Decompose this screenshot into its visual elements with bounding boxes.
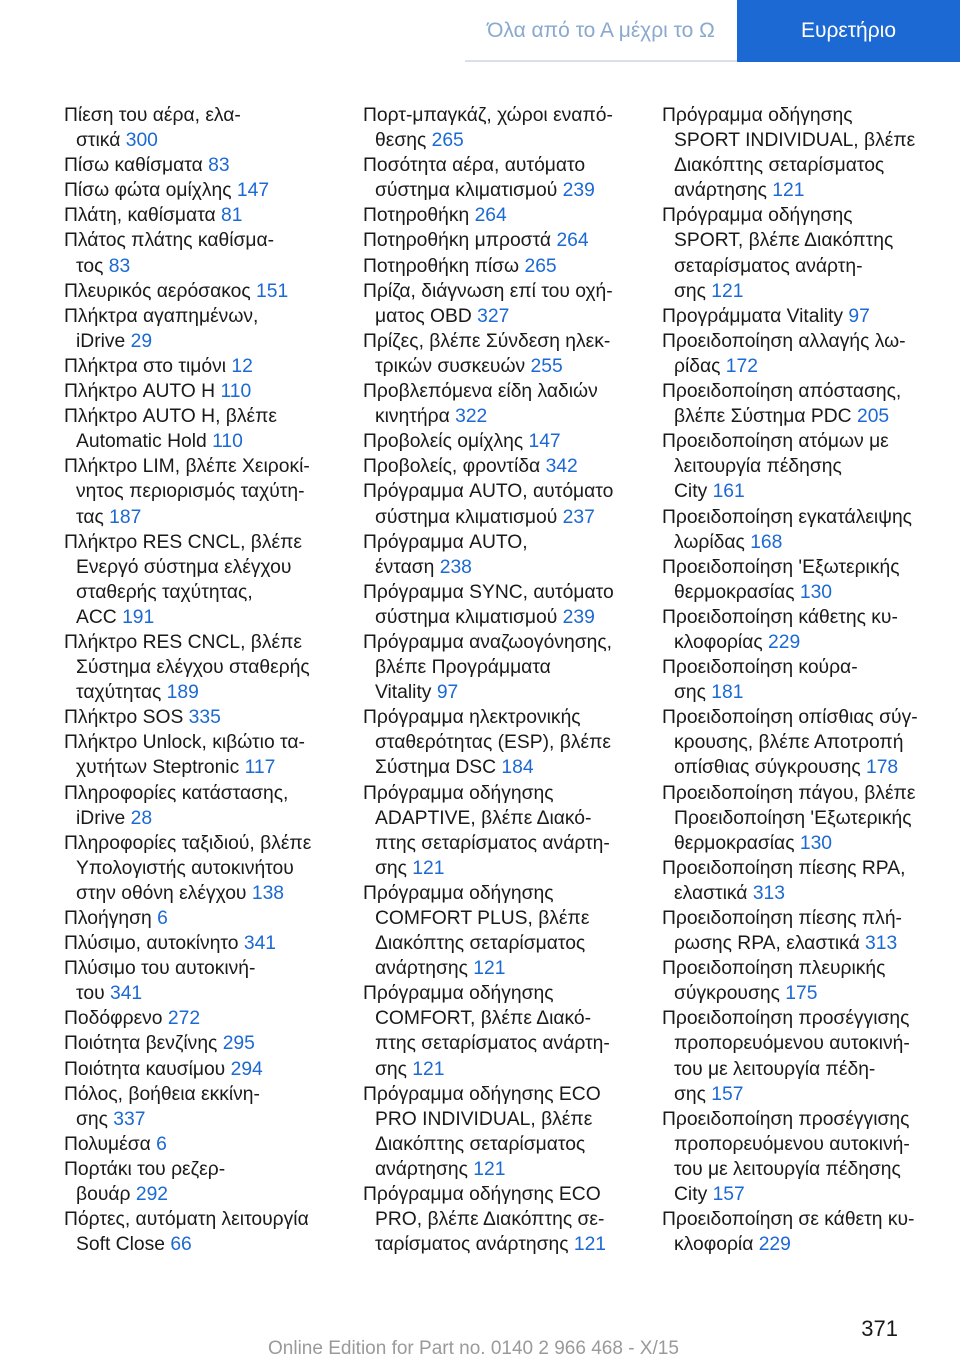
page-link[interactable]: 187	[109, 506, 142, 528]
index-entry-text: SPORT, βλέπε Διακόπτης	[674, 230, 894, 252]
index-entry	[363, 630, 645, 705]
page-link[interactable]: 184	[501, 757, 534, 779]
index-entry-text: σης	[375, 1058, 407, 1080]
index-entry-text: Πόρτες, αυτόματη λειτουργία	[64, 1209, 309, 1231]
index-entry-text: Πόλος, βοήθεια εκκίνη-	[64, 1083, 260, 1105]
index-entry-text: Προβλεπόμενα είδη λαδιών	[363, 381, 598, 403]
index-entry-text: Πίεση του αέρα, ελα-	[64, 105, 241, 126]
page-link[interactable]: 294	[230, 1058, 263, 1080]
page-link[interactable]: 66	[170, 1234, 192, 1256]
index-entry	[363, 580, 645, 630]
page-link[interactable]: 110	[212, 431, 243, 453]
index-entry-text: πτης σεταρίσματος ανάρτη-	[375, 1033, 610, 1055]
index-entry-text: ρίδας	[674, 355, 721, 377]
page-link[interactable]: 147	[528, 431, 561, 453]
index-entry-text: ελαστικά	[674, 882, 748, 904]
page-link[interactable]: 181	[711, 682, 744, 704]
index-entry	[363, 881, 645, 981]
index-entry	[64, 1207, 346, 1257]
index-entry-text: Πορτ-μπαγκάζ, χώροι εναπό-	[363, 105, 613, 126]
page-link[interactable]: 341	[243, 933, 277, 955]
index-entry-text: κρουσης, βλέπε Αποτροπή	[674, 732, 904, 754]
index-entry-text: πτης σεταρίσματος ανάρτη-	[375, 832, 610, 854]
page-link[interactable]: 147	[236, 180, 270, 202]
page-link[interactable]: 189	[166, 682, 199, 704]
index-entry-text: κλοφορίας	[674, 631, 763, 653]
page-link[interactable]: 265	[524, 255, 557, 277]
page-link[interactable]: 6	[156, 1133, 167, 1155]
index-entry	[363, 705, 645, 780]
index-entry	[662, 655, 944, 705]
index-entry-text: θερμοκρασίας	[674, 581, 795, 603]
index-entry	[64, 103, 346, 153]
index-entry-text: Πλύσιμο του αυτοκινή-	[64, 958, 256, 980]
index-entry-text: Ενεργό σύστημα ελέγχου	[76, 556, 292, 578]
index-column-3	[662, 103, 944, 1257]
index-entry-text: Πολυμέσα	[64, 1133, 151, 1155]
index-entry	[64, 178, 346, 203]
page-link[interactable]: 237	[562, 506, 595, 528]
index-entry-text: ανάρτησης	[375, 958, 468, 980]
index-entry	[363, 279, 645, 329]
page-link[interactable]: 300	[125, 130, 158, 152]
index-entry-text: τρικών συσκευών	[375, 355, 526, 377]
index-entry-text: Σύστημα DSC	[375, 757, 497, 779]
index-entry-text: του με λειτουργία πέδη-	[674, 1058, 876, 1080]
index-entry-text: κλοφορία	[674, 1234, 754, 1256]
page-link[interactable]: 295	[222, 1033, 255, 1055]
index-entry-text: Προειδοποίηση πάγου, βλέπε	[662, 782, 916, 804]
index-entry-text: Πλευρικός αερόσακος	[64, 280, 251, 302]
index-entry-text: Πλήκτρα αγαπημένων,	[64, 305, 259, 327]
index-entry-text: Προειδοποίηση κούρα-	[662, 657, 858, 679]
index-entry-text: του	[76, 983, 105, 1005]
index-entry-text: Προειδοποίηση πίεσης RPA,	[662, 857, 906, 879]
index-entry	[64, 956, 346, 1006]
index-entry-text: PRO, βλέπε Διακόπτης σε-	[375, 1209, 605, 1231]
index-entry-text: Ποδόφρενο	[64, 1008, 163, 1030]
index-entry-text: Ποιότητα καυσίμου	[64, 1058, 226, 1080]
breadcrumb-underline	[465, 60, 737, 62]
index-entry-text: City	[674, 1184, 708, 1206]
page-link[interactable]: 157	[712, 1184, 745, 1206]
page-link[interactable]: 239	[562, 180, 595, 202]
breadcrumb[interactable]: Όλα από το Α μέχρι το Ω	[465, 0, 737, 62]
index-entry-text: στην οθόνη ελέγχου	[76, 882, 247, 904]
index-entry-text: σης	[674, 280, 706, 302]
index-entry-text: Πρίζα, διάγνωση επί του οχή-	[363, 280, 613, 302]
page-link[interactable]: 121	[412, 1058, 445, 1080]
index-entry	[64, 404, 346, 454]
index-entry	[662, 856, 944, 906]
page-link[interactable]: 255	[530, 355, 563, 377]
index-entry-text: Ποτηροθήκη	[363, 205, 470, 227]
index-entry-text: βλέπε Σύστημα PDC	[674, 406, 852, 428]
index-entry-text: λειτουργία πέδησης	[674, 456, 842, 478]
index-entry-text: Προειδοποίηση αλλαγής λω-	[662, 330, 906, 352]
index-entry-text: λωρίδας	[674, 531, 745, 553]
index-entry	[662, 1207, 944, 1257]
index-entry-text: σταθερής ταχύτητας,	[76, 581, 253, 603]
page-link[interactable]: 172	[725, 355, 758, 377]
index-entry-text: σύστημα κλιματισμού	[375, 180, 558, 202]
index-entry-text: θεσης	[375, 130, 427, 152]
index-entry	[662, 906, 944, 956]
index-entry-text: Πίσω καθίσματα	[64, 155, 203, 177]
index-entry-text: Πλάτος πλάτης καθίσμα-	[64, 230, 275, 252]
page-link[interactable]: 130	[799, 581, 833, 603]
index-entry-text: βλέπε Προγράμματα	[375, 657, 551, 679]
index-entry-text: Πλύσιμο, αυτοκίνητο	[64, 933, 239, 955]
index-entry-text: Πλήκτρο Unlock, κιβώτιο τα-	[64, 732, 305, 754]
index-entry	[363, 454, 645, 479]
index-entry-text: Πρόγραμμα οδήγησης	[363, 882, 554, 904]
index-entry	[662, 429, 944, 504]
index-entry	[363, 781, 645, 881]
index-entry-text: ρωσης RPA, ελαστικά	[674, 933, 860, 955]
page-link[interactable]: 121	[473, 1158, 506, 1180]
index-entry	[363, 1182, 645, 1257]
index-entry-text: Πρόγραμμα αναζωογόνησης,	[363, 631, 613, 653]
index-entry-text: νητος περιορισμός ταχύτη-	[76, 481, 305, 503]
index-entry-text: Πληροφορίες ταξιδιού, βλέπε	[64, 832, 312, 854]
index-entry-text: Προειδοποίηση 'Εξωτερικής	[662, 556, 900, 578]
index-entry-text: ανάρτησης	[674, 180, 767, 202]
index-entry-text: σης	[674, 682, 706, 704]
index-entry-text: Προειδοποίηση προσέγγισης	[662, 1008, 910, 1030]
index-entry	[363, 153, 645, 203]
page-link[interactable]: 191	[122, 606, 155, 628]
index-entry-text: Πρόγραμμα οδήγησης	[662, 205, 853, 227]
index-entry-text: Soft Close	[76, 1234, 165, 1256]
index-entry	[64, 153, 346, 178]
index-entry-text: Πλήκτρο LIM, βλέπε Χειροκί-	[64, 456, 310, 478]
page-link[interactable]: 12	[231, 355, 253, 377]
index-entry	[363, 379, 645, 429]
index-entry	[64, 354, 346, 379]
index-entry-text: ADAPTIVE, βλέπε Διακό-	[375, 807, 592, 829]
index-entry-text: Πλήκτρα στο τιμόνι	[64, 355, 226, 377]
index-entry-text: Ποτηροθήκη πίσω	[363, 255, 520, 277]
index-entry-text: σταθερότητας (ESP), βλέπε	[375, 732, 611, 754]
index-entry	[662, 705, 944, 780]
index-entry-text: COMFORT PLUS, βλέπε	[375, 908, 590, 929]
index-entry-text: Πλήκτρο SOS	[64, 707, 184, 729]
index-entry-text: Πλήκτρο AUTO H	[64, 381, 216, 403]
index-entry-text: Διακόπτης σεταρίσματος	[375, 933, 586, 955]
index-entry-text: τος	[76, 255, 104, 277]
index-entry-text: Πρόγραμμα οδήγησης	[363, 983, 554, 1005]
index-entry	[363, 203, 645, 228]
index-entry-text: Πληροφορίες κατάστασης,	[64, 782, 289, 804]
index-entry-text: τας	[76, 506, 104, 528]
index-entry	[662, 203, 944, 303]
page-link[interactable]: 138	[251, 882, 285, 904]
index-entry-text: σης	[674, 1083, 706, 1105]
index-entry-text: Πίσω φώτα ομίχλης	[64, 180, 232, 202]
index-entry-text: Πρόγραμμα οδήγησης ECO	[363, 1083, 601, 1105]
index-entry-text: Πορτάκι του ρεζερ-	[64, 1158, 226, 1180]
index-entry	[64, 454, 346, 529]
index-entry-text: Προβολείς ομίχλης	[363, 431, 524, 453]
index-entry-text: Προειδοποίηση προσέγγισης	[662, 1108, 910, 1130]
page-link[interactable]: 238	[439, 556, 472, 578]
page-number: 371	[861, 1316, 898, 1341]
index-entry	[64, 1132, 346, 1157]
index-entry	[363, 103, 645, 153]
index-entry-text: στικά	[76, 130, 121, 152]
index-entry-text: κινητήρα	[375, 406, 450, 428]
index-entry	[363, 1082, 645, 1182]
index-entry	[64, 1006, 346, 1031]
index-entry-text: Προειδοποίηση σε κάθετη κυ-	[662, 1209, 915, 1231]
index-entry-text: Πλήκτρο AUTO H, βλέπε	[64, 406, 278, 428]
index-entry-text: PRO INDIVIDUAL, βλέπε	[375, 1108, 593, 1130]
page-link[interactable]: 83	[208, 155, 230, 177]
index-entry-text: iDrive	[76, 807, 126, 829]
index-entry	[662, 781, 944, 856]
index-entry-text: Πρόγραμμα AUTO, αυτόματο	[363, 481, 614, 503]
index-entry	[662, 956, 944, 1006]
index-entry	[64, 1157, 346, 1207]
page-link[interactable]: 28	[130, 807, 153, 829]
page-link[interactable]: 157	[711, 1083, 744, 1105]
page-link[interactable]: 161	[712, 481, 745, 503]
index-entry-text: ματος OBD	[375, 305, 472, 327]
index-entry-text: ACC	[76, 606, 117, 628]
page-link[interactable]: 239	[562, 606, 595, 628]
index-entry-text: σύγκρουσης	[674, 983, 780, 1005]
index-entry	[662, 1006, 944, 1106]
page-header	[0, 0, 960, 62]
page-link[interactable]: 322	[455, 406, 488, 428]
index-entry-text: Πρίζες, βλέπε Σύνδεση ηλεκ-	[363, 330, 611, 352]
index-entry-text: σύστημα κλιματισμού	[375, 506, 558, 528]
index-entry-text: Προειδοποίηση κάθετης κυ-	[662, 606, 898, 628]
page-link[interactable]: 97	[848, 305, 870, 327]
index-entry-text: Πρόγραμμα οδήγησης	[363, 782, 554, 804]
index-entry	[662, 329, 944, 379]
index-entry	[662, 505, 944, 555]
page-link[interactable]: 117	[244, 757, 276, 779]
index-entry	[662, 379, 944, 429]
index-entry	[363, 530, 645, 580]
page-link[interactable]: 175	[785, 983, 818, 1005]
page-link[interactable]: 292	[135, 1184, 169, 1206]
index-entry	[363, 479, 645, 529]
index-entry-text: Ποτηροθήκη μπροστά	[363, 230, 552, 252]
index-entry	[363, 228, 645, 253]
index-entry	[662, 103, 944, 203]
index-entry-text: Πρόγραμμα ηλεκτρονικής	[363, 707, 581, 729]
index-entry-text: Πλάτη, καθίσματα	[64, 205, 216, 227]
page-link[interactable]: 205	[856, 406, 890, 428]
page-link[interactable]: 81	[221, 205, 243, 227]
page-link[interactable]: 264	[556, 230, 589, 252]
index-entry-text: θερμοκρασίας	[674, 832, 795, 854]
index-entry	[64, 781, 346, 831]
index-column-1	[64, 103, 346, 1257]
index-entry-text: Ποιότητα βενζίνης	[64, 1033, 218, 1055]
page-link[interactable]: 265	[431, 130, 464, 152]
index-entry	[64, 228, 346, 278]
index-entry-text: Σύστημα ελέγχου σταθερής	[76, 657, 310, 679]
index-entry-text: Προειδοποίηση πλευρικής	[662, 958, 886, 980]
index-entry-text: City	[674, 481, 708, 503]
index-entry-text: σεταρίσματος ανάρτη-	[674, 255, 863, 277]
page-link[interactable]: 151	[256, 280, 289, 302]
index-entry-text: Πρόγραμμα SYNC, αυτόματο	[363, 581, 614, 603]
page-link[interactable]: 337	[113, 1108, 146, 1130]
page-link[interactable]: 6	[157, 908, 168, 929]
index-entry-text: ταρίσματος ανάρτησης	[375, 1234, 569, 1256]
index-entry-text: οπίσθιας σύγκρουσης	[674, 757, 861, 779]
index-entry-text: Υπολογιστής αυτοκινήτου	[76, 857, 294, 879]
index-entry-text: Διακόπτης σεταρίσματος	[375, 1133, 586, 1155]
page-link[interactable]: 178	[865, 757, 899, 779]
index-entry	[64, 1082, 346, 1132]
page-link[interactable]: 121	[412, 857, 445, 879]
index-entry	[64, 730, 346, 780]
index-entry	[64, 530, 346, 630]
index-entry-text: Πλήκτρο RES CNCL, βλέπε	[64, 631, 303, 653]
index-entry-text: iDrive	[76, 330, 126, 352]
page-link[interactable]: 229	[768, 631, 801, 653]
index-entry	[662, 605, 944, 655]
page-link[interactable]: 229	[758, 1234, 791, 1256]
index-entry	[64, 705, 346, 730]
index-entry	[64, 1057, 346, 1082]
index-entry-text: Automatic Hold	[76, 431, 207, 453]
index-entry-text: ανάρτησης	[375, 1158, 468, 1180]
page-link[interactable]: 83	[108, 255, 131, 277]
index-entry	[64, 630, 346, 705]
index-entry-text: ταχύτητας	[76, 682, 162, 704]
index-entry-text: ένταση	[375, 556, 435, 578]
index-entry	[64, 279, 346, 304]
index-entry	[363, 429, 645, 454]
index-entry	[662, 1107, 944, 1207]
index-entry-text: Προειδοποίηση οπίσθιας σύγ-	[662, 707, 918, 729]
index-entry-text: Προγράμματα Vitality	[662, 305, 844, 327]
index-entry-text: Πρόγραμμα AUTO,	[363, 531, 528, 553]
index-entry-text: σης	[375, 857, 407, 879]
page-link[interactable]: 121	[772, 180, 805, 202]
index-entry-text: χυτήτων Steptronic	[76, 757, 240, 779]
index-entry-text: του με λειτουργία πέδησης	[674, 1158, 901, 1180]
index-entry-text: Προειδοποίηση απόστασης,	[662, 381, 902, 403]
index-column-2	[363, 103, 645, 1257]
index-entry-text: προπορευόμενου αυτοκινή-	[674, 1133, 910, 1155]
index-entry-text: Ποσότητα αέρα, αυτόματο	[363, 155, 586, 177]
index-entry	[363, 254, 645, 279]
index-entry-text: Πλοήγηση	[64, 908, 152, 929]
index-entry-text: προπορευόμενου αυτοκινή-	[674, 1033, 910, 1055]
index-entry	[64, 931, 346, 956]
index-entry-text: Διακόπτης σεταρίσματος	[674, 155, 885, 177]
index-entry-text: Προειδοποίηση 'Εξωτερικής	[674, 807, 912, 829]
index-entry	[64, 304, 346, 354]
index-entry	[662, 304, 944, 329]
page-link[interactable]: 264	[474, 205, 507, 227]
page-link[interactable]: 168	[750, 531, 783, 553]
index-entry	[64, 203, 346, 228]
page-link[interactable]: 121	[473, 958, 506, 980]
page-link[interactable]: 272	[167, 1008, 201, 1030]
index-entry	[363, 329, 645, 379]
index-entry-text: COMFORT, βλέπε Διακό-	[375, 1008, 592, 1030]
page-link[interactable]: 97	[436, 682, 459, 704]
index-entry	[662, 555, 944, 605]
page-link[interactable]: 327	[477, 305, 510, 327]
page-link[interactable]: 121	[573, 1234, 607, 1256]
index-entry	[64, 831, 346, 906]
index-entry-text: Προειδοποίηση εγκατάλειψης	[662, 506, 912, 528]
index-entry	[64, 906, 346, 931]
index-entry-text: σης	[76, 1108, 108, 1130]
page-link[interactable]: 121	[711, 280, 744, 302]
section-tab-index[interactable]: Ευρετήριο	[737, 0, 960, 62]
page-link[interactable]: 130	[799, 832, 833, 854]
page-link[interactable]: 335	[188, 707, 221, 729]
index-entry-text: Πλήκτρο RES CNCL, βλέπε	[64, 531, 303, 553]
index-entry-text: Προβολείς, φροντίδα	[363, 456, 541, 478]
page-link[interactable]: 29	[130, 330, 153, 352]
index-entry-text: βουάρ	[76, 1184, 131, 1206]
index-entry-text: Vitality	[375, 682, 432, 704]
index-entry-text: Πρόγραμμα οδήγησης ECO	[363, 1184, 601, 1206]
index-entry-text: SPORT INDIVIDUAL, βλέπε	[674, 130, 916, 152]
page-link[interactable]: 110	[220, 381, 252, 403]
index-entry-text: Πρόγραμμα οδήγησης	[662, 105, 853, 126]
index-entry-text: Προειδοποίηση ατόμων με	[662, 431, 889, 453]
page-link[interactable]: 313	[865, 933, 898, 955]
index-entry	[64, 1031, 346, 1056]
page-link[interactable]: 313	[752, 882, 785, 904]
index-entry	[64, 379, 346, 404]
page-link[interactable]: 341	[109, 983, 143, 1005]
index-entry-text: Προειδοποίηση πίεσης πλή-	[662, 908, 902, 929]
edition-footer: Online Edition for Part no. 0140 2 966 468 - X/15	[268, 1338, 679, 1359]
index-entry-text: σύστημα κλιματισμού	[375, 606, 558, 628]
index-entry	[363, 981, 645, 1081]
page-link[interactable]: 342	[545, 456, 578, 478]
